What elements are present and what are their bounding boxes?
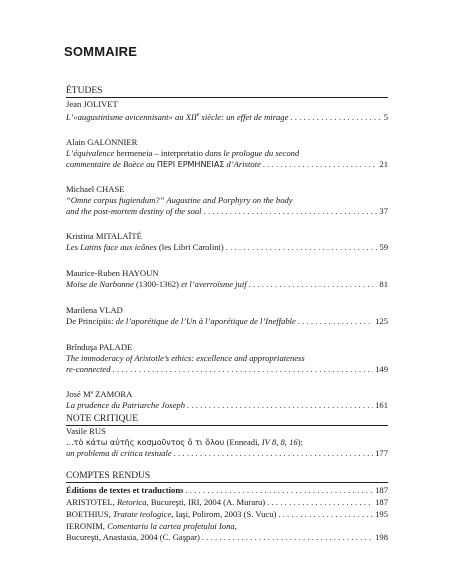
page-number: 149 xyxy=(375,364,388,375)
section-label-etudes: ÉTUDES xyxy=(66,86,103,96)
subsection-heading: Éditions de textes et traductions xyxy=(66,485,184,495)
toc-entry xyxy=(66,509,388,520)
review-details: , Bucureşti, IRI, 2004 (A. Muraru) xyxy=(146,497,266,507)
review-author: BOETHIUS, xyxy=(66,509,113,519)
entry-title-line xyxy=(66,316,388,327)
entry-title-line xyxy=(66,364,388,375)
page-title: SOMMAIRE xyxy=(64,44,138,59)
entry-title-roman: ): xyxy=(297,437,303,448)
leader-dots xyxy=(263,159,378,170)
entry-title-cont: commentaire de Boèce au xyxy=(66,159,157,170)
entry-title-line xyxy=(66,242,388,253)
entry-title-line xyxy=(66,206,388,217)
page-number: 59 xyxy=(379,242,388,253)
entry-title-line xyxy=(66,279,388,290)
greek-title: ΠΕΡΙ ΕΡΜΗΝΕΙΑΣ xyxy=(156,160,225,170)
review-author: IERONIM, xyxy=(66,521,108,531)
toc-entry xyxy=(66,99,388,123)
review-line xyxy=(66,497,388,508)
entry-title-line xyxy=(66,400,388,411)
review-line xyxy=(66,509,388,520)
entry-title-cont: et l’averroïsme juif xyxy=(181,279,247,290)
entry-title: “Omne corpus fugiendum?” Augustine and Porphyry on the body xyxy=(66,195,293,206)
entry-title: L’«augustinisme avicennisant» au XII xyxy=(66,112,197,123)
toc-entry xyxy=(66,426,388,460)
entry-title-cont: d’Aristote xyxy=(224,159,261,170)
review-author: ARISTOTEL, xyxy=(66,497,117,507)
entry-title-roman: (Enneadi, xyxy=(224,437,262,448)
toc-entry xyxy=(66,231,388,253)
leader-dots xyxy=(187,400,373,411)
leader-dots xyxy=(278,509,373,520)
entry-title-cont: re-connected xyxy=(66,364,111,375)
entry-title-roman: (1300-1362) xyxy=(133,279,182,290)
toc-subsection xyxy=(66,485,388,496)
page-number: 5 xyxy=(383,112,388,123)
toc-entry xyxy=(66,268,388,290)
entry-title-ref: IV 8, 8, 16 xyxy=(261,437,298,448)
page-number: 195 xyxy=(375,509,388,519)
page-number: 81 xyxy=(379,279,388,290)
entry-title-cont: dans le prologue du second xyxy=(205,148,300,159)
toc-entry xyxy=(66,497,388,508)
entry-title: L’équivalence xyxy=(66,148,115,159)
entry-title-line xyxy=(66,110,388,123)
leader-dots xyxy=(249,279,378,290)
entry-author: Kristina MITALAÏTÉ xyxy=(66,231,142,241)
page-number: 187 xyxy=(375,497,388,507)
section-rule xyxy=(66,482,388,483)
entry-title-line xyxy=(66,195,388,206)
review-title: Comentariu la cartea profetului Iona xyxy=(107,521,235,531)
page-number: 37 xyxy=(379,206,388,217)
toc-entry xyxy=(66,521,388,543)
page-number: 125 xyxy=(375,316,388,327)
entry-title-cont: de l’aporétique de l’Un à l’aporétique de l’Ineffable xyxy=(115,316,296,327)
entry-title-roman: hermeneia – interpretatio xyxy=(114,148,206,159)
entry-author: Michael CHASE xyxy=(66,184,125,194)
toc-entry xyxy=(66,184,388,218)
entry-title: La prudence du Patriarche Joseph xyxy=(66,400,186,411)
review-details: Bucureşti, Anastasia, 2004 (C. Gaşpar) xyxy=(66,532,200,543)
entry-title-line xyxy=(66,148,388,159)
leader-dots xyxy=(267,497,373,508)
review-line xyxy=(66,532,388,543)
section-label-comptes: COMPTES RENDUS xyxy=(66,471,151,481)
toc-entry xyxy=(66,389,388,411)
entry-title-roman: (les Libri Carolini) xyxy=(156,242,224,253)
leader-dots xyxy=(174,448,373,459)
page-number: 187 xyxy=(375,485,388,495)
page-number: 198 xyxy=(375,532,388,543)
section-label-note: NOTE CRITIQUE xyxy=(66,414,139,424)
page-number: 21 xyxy=(379,159,388,170)
entry-author: José Mª ZAMORA xyxy=(66,389,133,399)
toc-entry xyxy=(66,305,388,327)
review-details: , Iaşi, Polirom, 2003 (S. Vucu) xyxy=(171,509,277,519)
entry-title: Les Latins face aux icônes xyxy=(66,242,157,253)
entry-title-cont: and the post-mortem destiny of the soul xyxy=(66,206,202,217)
leader-dots xyxy=(185,485,373,496)
review-details: , xyxy=(234,521,237,531)
entry-title-line xyxy=(66,437,388,448)
greek-title: ...τὸ κάτω αὐτῆς κοσμοῦντος ὅ τι ὅλου xyxy=(66,438,225,448)
section-rule xyxy=(66,97,388,98)
review-line xyxy=(66,521,388,532)
page-number: 161 xyxy=(375,400,388,411)
page-number: 177 xyxy=(375,448,388,459)
leader-dots xyxy=(113,364,374,375)
leader-dots xyxy=(290,112,381,123)
entry-title: The immoderacy of Aristotle’s ethics: excellence and appropriateness xyxy=(66,353,305,364)
leader-dots xyxy=(204,206,378,217)
entry-title-line xyxy=(66,448,388,459)
entry-author: Jean JOLIVET xyxy=(66,99,118,109)
superscript: e xyxy=(196,112,200,119)
entry-title: De Principiis xyxy=(66,316,112,327)
entry-title-line xyxy=(66,159,388,170)
toc-entry xyxy=(66,137,388,171)
entry-title-line xyxy=(66,353,388,364)
leader-dots xyxy=(202,532,373,543)
entry-author: Marilena VLAD xyxy=(66,305,123,315)
toc-entry xyxy=(66,342,388,376)
entry-author: Alain GALONNIER xyxy=(66,137,138,147)
entry-author: Maurice-Ruben HAYOUN xyxy=(66,268,159,278)
leader-dots xyxy=(298,316,373,327)
review-title: Tratate teologice xyxy=(112,509,172,519)
entry-title-cont: un problema di critica testuale xyxy=(66,448,172,459)
entry-title-cont: siècle: un effet de mirage xyxy=(199,112,289,123)
entry-author: Brînduşa PALADE xyxy=(66,342,133,352)
entry-title-roman: : xyxy=(111,316,116,327)
entry-author: Vasile RUS xyxy=(66,426,106,436)
review-title: Retorica xyxy=(116,497,147,507)
subsection-line xyxy=(66,485,388,496)
entry-title: Moïse de Narbonne xyxy=(66,279,134,290)
leader-dots xyxy=(226,242,378,253)
